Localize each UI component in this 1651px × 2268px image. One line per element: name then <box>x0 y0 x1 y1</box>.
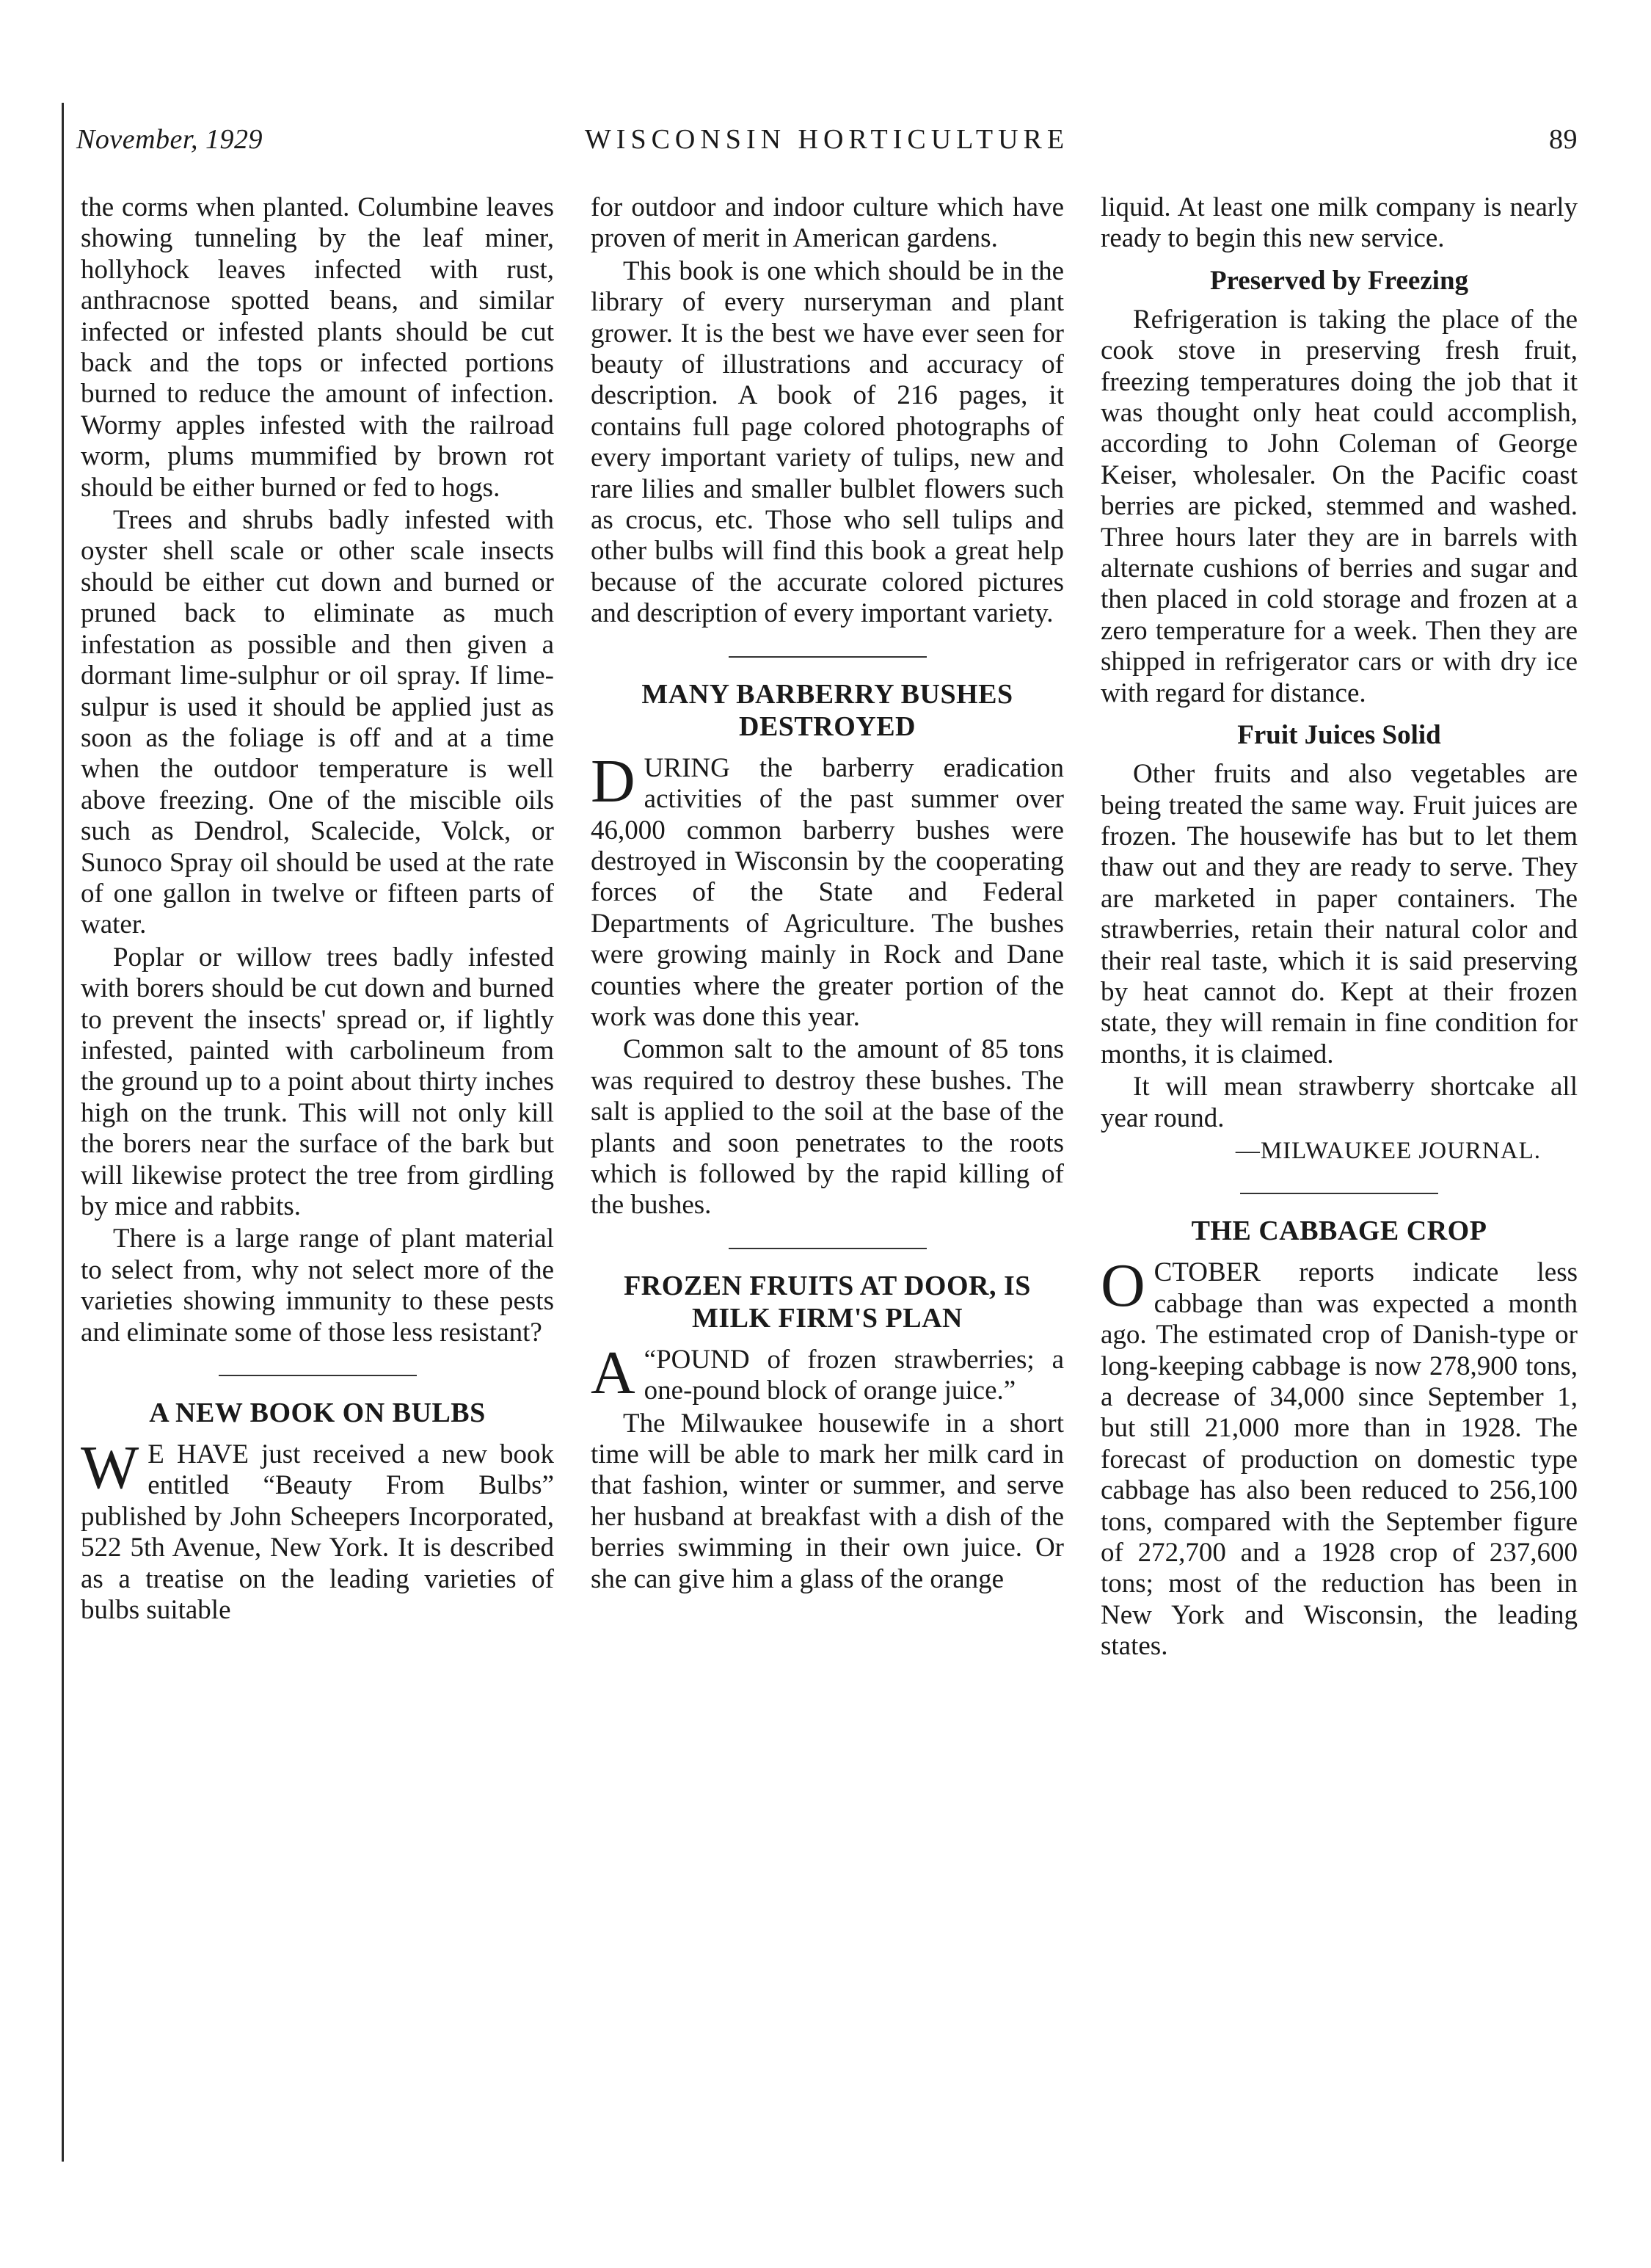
lead-text: CTOBER reports indicate less cabbage than was expected a month ago. The estimated crop of Danish-type or long-keeping cabbage is now 278,900 tons, a decrease of 34,000 since September 1, but still 21,000 more than in 1928. The forecast of production on domestic type cabbage has also been reduced to 256,100 tons, compared with the September figure of 272,700 and a 1928 crop of 237,600 tons; most of the reduction has been in New York and Wisconsin, the leading states. <box>1101 1257 1578 1662</box>
paragraph: It will mean strawberry shortcake all year round. <box>1101 1072 1578 1133</box>
paragraph: Refrigeration is taking the place of the cook stove in preserving fresh fruit, freezing temperatures doing the job that it was thought only heat could accomplish, according to John Coleman of George Keiser, wholesaler. On the Pacific coast berries are picked, stemmed and washed. Three hours later they are in barrels with alternate cushions of berries and sugar and then placed in cold storage and frozen at a zero temperature for a week. Then they are shipped in refrigerator cars or with dry ice with regard for distance. <box>1101 304 1578 708</box>
article-headline-barberry: MANY BARBERRY BUSHES DESTROYED <box>641 678 1013 742</box>
drop-cap: W <box>81 1433 139 1502</box>
lead-text: URING the barberry eradication activities of the past summer over 46,000 common barberry bushes were destroyed in Wisconsin by the cooperating forces of the State and Federal Departments of Agriculture. The bushes were growing mainly in Rock and Dane counties where the greater portion of the work was done this year. <box>591 752 1064 1032</box>
section-divider <box>219 1375 417 1376</box>
column-1 <box>81 192 554 1626</box>
opening-quote: “ <box>644 1344 657 1375</box>
article-headline-bulbs: A NEW BOOK ON BULBS <box>149 1397 486 1429</box>
column-3 <box>1101 192 1578 1662</box>
section-divider <box>729 656 927 658</box>
drop-cap: O <box>1101 1251 1145 1320</box>
article-headline-cabbage: THE CABBAGE CROP <box>1191 1215 1487 1247</box>
article-headline-frozen: FROZEN FRUITS AT DOOR, IS MILK FIRM'S PLAN <box>624 1270 1031 1334</box>
paragraph: Other fruits and also vegetables are being treated the same way. Fruit juices are frozen. The housewife has but to let them thaw out and they are ready to serve. They are marketed in paper containers. The strawberries, retain their natural color and their real taste, which it is said preserving by heat cannot do. Kept at their frozen state, they will remain in fine condition for months, it is claimed. <box>1101 759 1578 1069</box>
article-lead-frozen <box>591 1338 1064 1407</box>
paragraph: Trees and shrubs badly infested with oyster shell scale or other scale insects should be either cut down and burned or pruned back to eliminate as much infestation as possible and then given a dormant lime-sulphur or oil spray. If lime-sulpur is used it should be applied just as soon as the foliage is off and at a time when the outdoor temperature is well above freezing. One of the miscible oils such as Dendrol, Scalecide, Volck, or Sunoco Spray oil should be used at the rate of one gallon in twelve or fifteen parts of water. <box>81 505 554 940</box>
paragraph: liquid. At least one milk company is nearly ready to begin this new service. <box>1101 192 1578 254</box>
paragraph: for outdoor and indoor culture which have proven of merit in American gardens. <box>591 192 1064 254</box>
subheading-fruit-juices: Fruit Juices Solid <box>1237 720 1441 751</box>
publication-title: WISCONSIN HORTICULTURE <box>584 124 1070 155</box>
paragraph: the corms when planted. Columbine leaves showing tunneling by the leaf miner, hollyhock leaves infected with rust, anthracnose spotted beans, and similar infected or infested plants should be cut back and the tops or infected portions burned to reduce the amount of infection. Wormy apples infested with the railroad worm, plums mummified by brown rot should be either burned or fed to hogs. <box>81 192 554 503</box>
paragraph: Poplar or willow trees badly infested with borers should be cut down and burned to prevent the insects' spread or, if lightly infested, painted with carbolineum from the ground up to a point about thirty inches high on the trunk. This will not only kill the borers near the surface of the bark but will likewise protect the tree from girdling by mice and rabbits. <box>81 942 554 1221</box>
column-2 <box>591 192 1064 1595</box>
page-header <box>76 123 1578 167</box>
paragraph: There is a large range of plant material to select from, why not select more of the varieties showing immunity to these pests and eliminate some of those less resistant? <box>81 1224 554 1348</box>
lead-text: E HAVE just received a new book entitled “Beauty From Bulbs” published by John Scheepers Incorporated, 522 5th Avenue, New York. It is described as a treatise on the leading varieties of bulbs suitable <box>81 1439 554 1626</box>
article-lead-cabbage <box>1101 1251 1578 1662</box>
article-lead-bulbs <box>81 1433 554 1626</box>
page-left-rule <box>62 103 64 2162</box>
subheading-preserved: Preserved by Freezing <box>1209 265 1469 296</box>
page-number: 89 <box>1549 124 1578 155</box>
issue-date: November, 1929 <box>76 124 263 155</box>
source-credit: —MILWAUKEE JOURNAL. <box>1235 1137 1541 1164</box>
drop-cap: A <box>591 1338 635 1407</box>
paragraph: This book is one which should be in the library of every nurseryman and plant grower. It is the best we have ever seen for beauty of illustrations and accuracy of description. A book of 216 pages, it contains full page colored photographs of every important variety of tulips, new and rare lilies and smaller bulblet flowers such as crocus, etc. Those who sell tulips and other bulbs will find this book a great help because of the accurate colored pictures and description of every important variety. <box>591 255 1064 629</box>
lead-text: POUND of frozen strawberries; a one-pound block of orange juice.” <box>644 1344 1064 1406</box>
drop-cap: D <box>591 746 635 815</box>
paragraph: Common salt to the amount of 85 tons was required to destroy these bushes. The salt is applied to the soil at the base of the plants and soon penetrates to the roots which is followed by the rapid killing of the bushes. <box>591 1034 1064 1221</box>
paragraph: The Milwaukee housewife in a short time will be able to mark her milk card in that fashion, winter or summer, and serve her husband at breakfast with a dish of the berries swimming in their own juice. Or she can give him a glass of the orange <box>591 1408 1064 1594</box>
article-lead-barberry <box>591 746 1064 1033</box>
section-divider <box>1240 1193 1438 1194</box>
section-divider <box>729 1248 927 1249</box>
